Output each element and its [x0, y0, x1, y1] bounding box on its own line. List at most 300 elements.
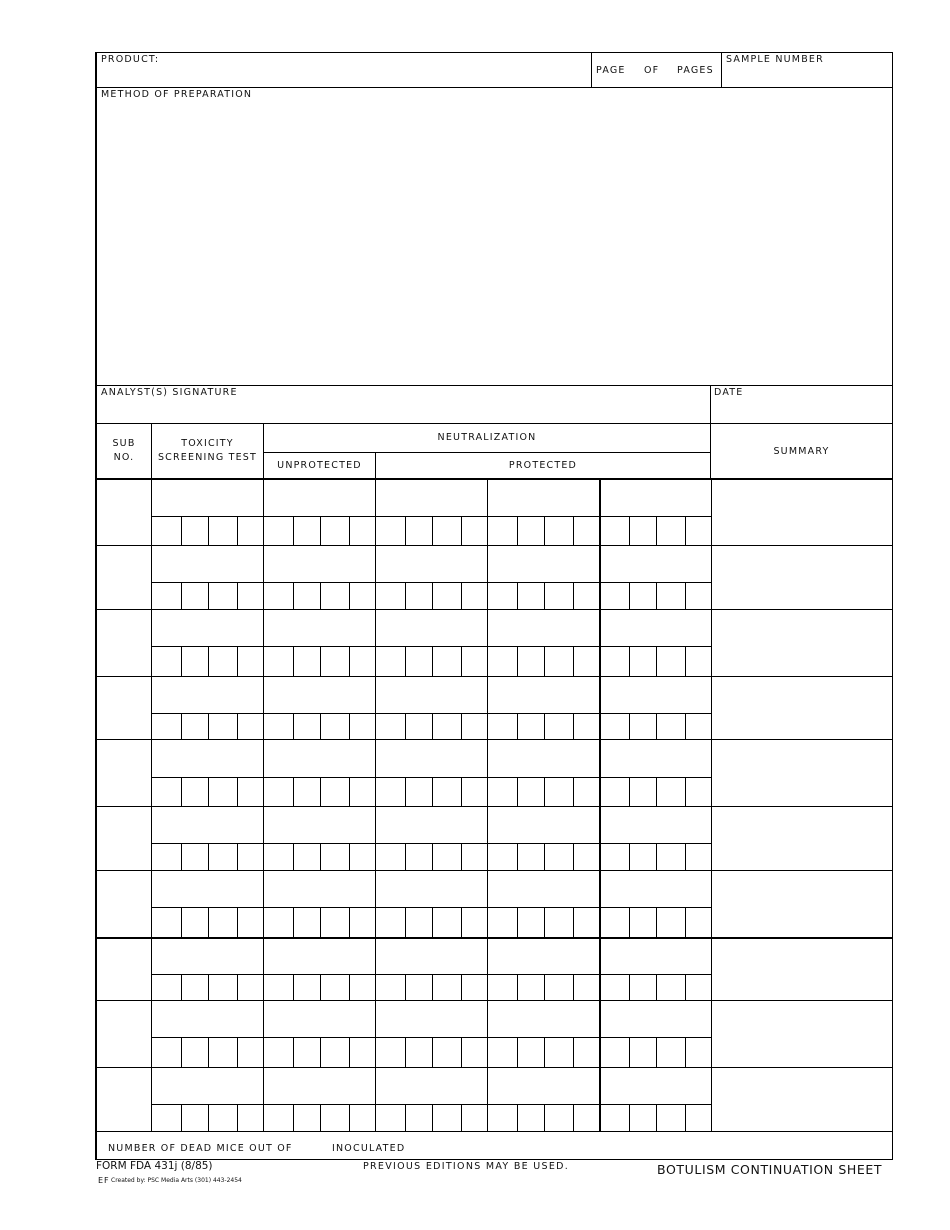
mouse-result-cell[interactable] [238, 714, 263, 739]
toxicity-header-line1: TOXICITY [181, 438, 234, 449]
date-field[interactable] [711, 386, 892, 423]
mouse-result-cell[interactable] [488, 647, 517, 676]
mouse-result-cell[interactable] [518, 975, 544, 1000]
mouse-result-cell[interactable] [462, 517, 487, 545]
protected-cell[interactable] [376, 938, 487, 974]
mouse-result-cell[interactable] [264, 1038, 293, 1067]
mouse-result-cell[interactable] [376, 778, 405, 806]
mouse-result-cell[interactable] [264, 778, 293, 806]
summary-cell[interactable] [712, 1001, 892, 1067]
mouse-result-cell[interactable] [518, 583, 544, 609]
mouse-result-cell[interactable] [657, 844, 685, 870]
mouse-result-cell[interactable] [294, 714, 320, 739]
mouse-result-cell[interactable] [657, 1105, 685, 1131]
sub-no-cell[interactable] [97, 938, 151, 1000]
mouse-result-cell[interactable] [462, 583, 487, 609]
mouse-result-cell[interactable] [545, 908, 573, 937]
mouse-result-cell[interactable] [686, 517, 711, 545]
sub-no-header-line1: SUB [112, 438, 136, 449]
mouse-result-cell[interactable] [406, 908, 432, 937]
mouse-result-cell[interactable] [238, 844, 263, 870]
unprotected-cell[interactable] [264, 1068, 375, 1104]
mouse-result-cell[interactable] [321, 517, 349, 545]
mouse-result-cell[interactable] [574, 517, 599, 545]
mouse-result-cell[interactable] [152, 1105, 181, 1131]
mouse-result-cell[interactable] [182, 844, 208, 870]
mouse-result-cell[interactable] [350, 844, 375, 870]
mouse-result-cell[interactable] [294, 517, 320, 545]
toxicity-cell[interactable] [152, 1068, 263, 1104]
mouse-result-cell[interactable] [209, 714, 237, 739]
protected-cell[interactable] [488, 1001, 599, 1037]
mouse-result-cell[interactable] [600, 517, 629, 545]
mouse-result-cell[interactable] [433, 778, 461, 806]
mouse-result-cell[interactable] [686, 975, 711, 1000]
sub-no-cell[interactable] [97, 677, 151, 739]
mouse-result-cell[interactable] [294, 778, 320, 806]
mouse-result-cell[interactable] [600, 975, 629, 1000]
mouse-result-cell[interactable] [600, 1105, 629, 1131]
mouse-result-cell[interactable] [600, 647, 629, 676]
mouse-result-cell[interactable] [376, 1038, 405, 1067]
mouse-result-cell[interactable] [488, 1105, 517, 1131]
mouse-result-cell[interactable] [462, 1105, 487, 1131]
mouse-result-cell[interactable] [152, 583, 181, 609]
sample-number-field[interactable] [722, 53, 892, 87]
ef-label: EF [98, 1176, 110, 1185]
mouse-result-cell[interactable] [545, 1105, 573, 1131]
sub-no-cell[interactable] [97, 546, 151, 609]
protected-cell[interactable] [600, 1001, 711, 1037]
mouse-result-cell[interactable] [264, 975, 293, 1000]
protected-cell[interactable] [600, 938, 711, 974]
sub-no-header [97, 437, 151, 465]
inoculated-label: INOCULATED [332, 1143, 406, 1154]
mouse-result-cell[interactable] [350, 517, 375, 545]
summary-cell[interactable] [712, 546, 892, 609]
protected-cell[interactable] [600, 807, 711, 843]
protected-cell[interactable] [488, 1068, 599, 1104]
mouse-result-cell[interactable] [238, 647, 263, 676]
mouse-result-cell[interactable] [406, 517, 432, 545]
protected-cell[interactable] [376, 480, 487, 516]
mouse-result-cell[interactable] [152, 908, 181, 937]
mouse-result-cell[interactable] [574, 975, 599, 1000]
mouse-result-cell[interactable] [630, 517, 656, 545]
mouse-result-cell[interactable] [488, 908, 517, 937]
unprotected-cell[interactable] [264, 480, 375, 516]
mouse-result-cell[interactable] [488, 778, 517, 806]
mouse-result-cell[interactable] [238, 583, 263, 609]
toxicity-header-line2: SCREENING TEST [157, 452, 258, 463]
protected-cell[interactable] [376, 1001, 487, 1037]
mouse-result-cell[interactable] [545, 844, 573, 870]
mouse-result-cell[interactable] [182, 1105, 208, 1131]
mouse-result-cell[interactable] [630, 908, 656, 937]
mouse-result-cell[interactable] [657, 778, 685, 806]
mouse-result-cell[interactable] [294, 1038, 320, 1067]
mouse-result-cell[interactable] [182, 908, 208, 937]
unprotected-cell[interactable] [264, 610, 375, 646]
protected-cell[interactable] [600, 1068, 711, 1104]
mouse-result-cell[interactable] [376, 714, 405, 739]
mouse-result-cell[interactable] [462, 778, 487, 806]
protected-cell[interactable] [488, 807, 599, 843]
summary-cell[interactable] [712, 610, 892, 676]
mouse-result-cell[interactable] [152, 975, 181, 1000]
mouse-result-cell[interactable] [686, 714, 711, 739]
mouse-result-cell[interactable] [574, 1105, 599, 1131]
mouse-result-cell[interactable] [657, 908, 685, 937]
mouse-result-cell[interactable] [686, 844, 711, 870]
protected-cell[interactable] [488, 480, 599, 516]
mouse-result-cell[interactable] [518, 1105, 544, 1131]
mouse-result-cell[interactable] [488, 1038, 517, 1067]
mouse-result-cell[interactable] [545, 1038, 573, 1067]
mouse-result-cell[interactable] [462, 714, 487, 739]
mouse-result-cell[interactable] [462, 647, 487, 676]
mouse-result-cell[interactable] [264, 583, 293, 609]
mouse-result-cell[interactable] [488, 844, 517, 870]
toxicity-cell[interactable] [152, 546, 263, 582]
toxicity-cell[interactable] [152, 871, 263, 907]
mouse-result-cell[interactable] [686, 908, 711, 937]
mouse-result-cell[interactable] [238, 1038, 263, 1067]
mouse-result-cell[interactable] [462, 975, 487, 1000]
mouse-result-cell[interactable] [630, 778, 656, 806]
divider [263, 452, 710, 453]
mouse-result-cell[interactable] [600, 1038, 629, 1067]
mouse-result-cell[interactable] [376, 583, 405, 609]
page-of-pages-field[interactable] [592, 53, 721, 87]
dead-mice-label: NUMBER OF DEAD MICE OUT OF [108, 1143, 293, 1154]
date-label: DATE [714, 387, 744, 398]
mouse-result-cell[interactable] [518, 778, 544, 806]
mouse-result-cell[interactable] [294, 647, 320, 676]
summary-cell[interactable] [712, 938, 892, 1000]
mouse-result-cell[interactable] [321, 647, 349, 676]
mouse-result-cell[interactable] [406, 778, 432, 806]
mouse-result-cell[interactable] [657, 1038, 685, 1067]
mouse-result-cell[interactable] [350, 975, 375, 1000]
mouse-result-cell[interactable] [350, 583, 375, 609]
mouse-result-cell[interactable] [686, 647, 711, 676]
mouse-result-cell[interactable] [264, 714, 293, 739]
sub-no-cell[interactable] [97, 740, 151, 806]
protected-cell[interactable] [376, 610, 487, 646]
mouse-result-cell[interactable] [376, 975, 405, 1000]
mouse-result-cell[interactable] [433, 647, 461, 676]
mouse-result-cell[interactable] [294, 583, 320, 609]
protected-cell[interactable] [488, 546, 599, 582]
unprotected-cell[interactable] [264, 1001, 375, 1037]
mouse-result-cell[interactable] [406, 975, 432, 1000]
protected-cell[interactable] [376, 871, 487, 907]
mouse-result-cell[interactable] [545, 647, 573, 676]
summary-cell[interactable] [712, 740, 892, 806]
mouse-result-cell[interactable] [209, 975, 237, 1000]
sub-no-header-line2: NO. [113, 452, 135, 463]
mouse-result-cell[interactable] [376, 1105, 405, 1131]
mouse-result-cell[interactable] [321, 778, 349, 806]
mouse-result-cell[interactable] [406, 1105, 432, 1131]
sample-number-label: SAMPLE NUMBER [726, 54, 824, 65]
protected-cell[interactable] [600, 610, 711, 646]
mouse-result-cell[interactable] [657, 517, 685, 545]
summary-header: SUMMARY [773, 446, 830, 457]
mouse-result-cell[interactable] [488, 714, 517, 739]
summary-cell[interactable] [712, 677, 892, 739]
mouse-result-cell[interactable] [376, 517, 405, 545]
mouse-result-cell[interactable] [321, 583, 349, 609]
mouse-result-cell[interactable] [152, 647, 181, 676]
mouse-result-cell[interactable] [488, 975, 517, 1000]
sub-no-cell[interactable] [97, 807, 151, 870]
mouse-result-cell[interactable] [350, 1038, 375, 1067]
mouse-result-cell[interactable] [574, 778, 599, 806]
mouse-result-cell[interactable] [462, 908, 487, 937]
toxicity-cell[interactable] [152, 938, 263, 974]
mouse-result-cell[interactable] [574, 714, 599, 739]
mouse-result-cell[interactable] [264, 517, 293, 545]
mouse-result-cell[interactable] [238, 975, 263, 1000]
protected-cell[interactable] [600, 677, 711, 713]
protected-cell[interactable] [600, 871, 711, 907]
mouse-result-cell[interactable] [574, 908, 599, 937]
toxicity-cell[interactable] [152, 1001, 263, 1037]
previous-editions-note: PREVIOUS EDITIONS MAY BE USED. [363, 1161, 570, 1172]
frame-right [892, 52, 893, 1160]
protected-cell[interactable] [600, 740, 711, 777]
mouse-result-cell[interactable] [406, 1038, 432, 1067]
mouse-result-cell[interactable] [600, 778, 629, 806]
mouse-result-cell[interactable] [600, 844, 629, 870]
mouse-result-cell[interactable] [545, 714, 573, 739]
mouse-result-cell[interactable] [657, 647, 685, 676]
mouse-result-cell[interactable] [350, 1105, 375, 1131]
mouse-result-cell[interactable] [686, 778, 711, 806]
mouse-result-cell[interactable] [406, 714, 432, 739]
mouse-result-cell[interactable] [574, 647, 599, 676]
mouse-result-cell[interactable] [630, 1105, 656, 1131]
mouse-result-cell[interactable] [182, 975, 208, 1000]
of-label: OF [644, 65, 660, 76]
protected-cell[interactable] [376, 807, 487, 843]
sub-no-cell[interactable] [97, 610, 151, 676]
mouse-result-cell[interactable] [488, 583, 517, 609]
mouse-result-cell[interactable] [657, 583, 685, 609]
mouse-result-cell[interactable] [433, 1038, 461, 1067]
analyst-signature-field[interactable] [97, 386, 710, 423]
mouse-result-cell[interactable] [294, 975, 320, 1000]
mouse-result-cell[interactable] [238, 1105, 263, 1131]
mouse-result-cell[interactable] [321, 1038, 349, 1067]
mouse-result-cell[interactable] [350, 778, 375, 806]
mouse-result-cell[interactable] [518, 517, 544, 545]
mouse-result-cell[interactable] [433, 517, 461, 545]
mouse-result-cell[interactable] [600, 908, 629, 937]
mouse-result-cell[interactable] [686, 1038, 711, 1067]
mouse-result-cell[interactable] [152, 844, 181, 870]
toxicity-cell[interactable] [152, 480, 263, 516]
mouse-result-cell[interactable] [209, 1105, 237, 1131]
mouse-result-cell[interactable] [433, 908, 461, 937]
mouse-result-cell[interactable] [152, 778, 181, 806]
mouse-result-cell[interactable] [488, 517, 517, 545]
mouse-result-cell[interactable] [182, 1038, 208, 1067]
mouse-result-cell[interactable] [518, 844, 544, 870]
mouse-result-cell[interactable] [182, 778, 208, 806]
summary-cell[interactable] [712, 871, 892, 937]
unprotected-cell[interactable] [264, 807, 375, 843]
mouse-result-cell[interactable] [294, 1105, 320, 1131]
mouse-result-cell[interactable] [518, 714, 544, 739]
mouse-result-cell[interactable] [630, 844, 656, 870]
protected-cell[interactable] [488, 740, 599, 777]
mouse-result-cell[interactable] [433, 844, 461, 870]
method-label: METHOD OF PREPARATION [101, 89, 253, 100]
mouse-result-cell[interactable] [574, 1038, 599, 1067]
mouse-result-cell[interactable] [182, 714, 208, 739]
frame-bottom [96, 1159, 893, 1160]
sub-no-cell[interactable] [97, 1001, 151, 1067]
mouse-result-cell[interactable] [209, 844, 237, 870]
mouse-result-cell[interactable] [376, 908, 405, 937]
form-id: FORM FDA 431j (8/85) [96, 1160, 213, 1172]
mouse-result-cell[interactable] [545, 517, 573, 545]
mouse-result-cell[interactable] [545, 583, 573, 609]
mouse-result-cell[interactable] [376, 647, 405, 676]
mouse-result-cell[interactable] [209, 647, 237, 676]
protected-cell[interactable] [376, 1068, 487, 1104]
sub-no-cell[interactable] [97, 480, 151, 545]
mouse-result-cell[interactable] [545, 778, 573, 806]
mouse-result-cell[interactable] [152, 1038, 181, 1067]
mouse-result-cell[interactable] [321, 844, 349, 870]
mouse-result-cell[interactable] [518, 908, 544, 937]
mouse-result-cell[interactable] [406, 583, 432, 609]
mouse-result-cell[interactable] [433, 975, 461, 1000]
toxicity-cell[interactable] [152, 610, 263, 646]
mouse-result-cell[interactable] [574, 583, 599, 609]
mouse-result-cell[interactable] [264, 908, 293, 937]
product-label: PRODUCT: [101, 54, 160, 65]
mouse-result-cell[interactable] [209, 517, 237, 545]
toxicity-header [152, 437, 263, 465]
mouse-result-cell[interactable] [686, 583, 711, 609]
mouse-result-cell[interactable] [209, 778, 237, 806]
unprotected-cell[interactable] [264, 677, 375, 713]
mouse-result-cell[interactable] [433, 714, 461, 739]
unprotected-cell[interactable] [264, 938, 375, 974]
protected-cell[interactable] [376, 740, 487, 777]
summary-cell[interactable] [712, 1068, 892, 1131]
protected-cell[interactable] [600, 546, 711, 582]
protected-cell[interactable] [488, 677, 599, 713]
protected-cell[interactable] [376, 546, 487, 582]
mouse-result-cell[interactable] [182, 517, 208, 545]
mouse-result-cell[interactable] [152, 714, 181, 739]
mouse-result-cell[interactable] [182, 583, 208, 609]
mouse-result-cell[interactable] [518, 1038, 544, 1067]
mouse-result-cell[interactable] [321, 714, 349, 739]
mouse-result-cell[interactable] [686, 1105, 711, 1131]
mouse-result-cell[interactable] [209, 1038, 237, 1067]
mouse-result-cell[interactable] [182, 647, 208, 676]
mouse-result-cell[interactable] [657, 714, 685, 739]
mouse-result-cell[interactable] [518, 647, 544, 676]
mouse-result-cell[interactable] [294, 908, 320, 937]
sub-no-cell[interactable] [97, 1068, 151, 1131]
mouse-result-cell[interactable] [630, 583, 656, 609]
page-label: PAGE [596, 65, 626, 76]
mouse-result-cell[interactable] [600, 583, 629, 609]
protected-cell[interactable] [376, 677, 487, 713]
mouse-result-cell[interactable] [600, 714, 629, 739]
dead-mice-row[interactable] [97, 1132, 892, 1159]
mouse-result-cell[interactable] [264, 647, 293, 676]
summary-cell[interactable] [712, 480, 892, 545]
mouse-result-cell[interactable] [238, 517, 263, 545]
mouse-result-cell[interactable] [350, 647, 375, 676]
mouse-result-cell[interactable] [209, 583, 237, 609]
mouse-result-cell[interactable] [406, 647, 432, 676]
mouse-result-cell[interactable] [321, 908, 349, 937]
mouse-result-cell[interactable] [350, 908, 375, 937]
mouse-result-cell[interactable] [238, 778, 263, 806]
mouse-result-cell[interactable] [462, 1038, 487, 1067]
mouse-result-cell[interactable] [238, 908, 263, 937]
mouse-result-cell[interactable] [462, 844, 487, 870]
mouse-result-cell[interactable] [630, 714, 656, 739]
mouse-result-cell[interactable] [152, 517, 181, 545]
mouse-result-cell[interactable] [406, 844, 432, 870]
mouse-result-cell[interactable] [657, 975, 685, 1000]
mouse-result-cell[interactable] [264, 1105, 293, 1131]
protected-cell[interactable] [600, 480, 711, 516]
analyst-signature-label: ANALYST(S) SIGNATURE [101, 387, 238, 398]
mouse-result-cell[interactable] [209, 908, 237, 937]
unprotected-cell[interactable] [264, 871, 375, 907]
mouse-result-cell[interactable] [264, 844, 293, 870]
mouse-result-cell[interactable] [376, 844, 405, 870]
mouse-result-cell[interactable] [433, 583, 461, 609]
summary-cell[interactable] [712, 807, 892, 870]
unprotected-header: UNPROTECTED [277, 460, 362, 471]
toxicity-cell[interactable] [152, 807, 263, 843]
protected-cell[interactable] [488, 938, 599, 974]
mouse-result-cell[interactable] [321, 975, 349, 1000]
protected-cell[interactable] [488, 610, 599, 646]
mouse-result-cell[interactable] [574, 844, 599, 870]
toxicity-cell[interactable] [152, 740, 263, 777]
sub-no-cell[interactable] [97, 871, 151, 937]
mouse-result-cell[interactable] [433, 1105, 461, 1131]
mouse-result-cell[interactable] [350, 714, 375, 739]
mouse-result-cell[interactable] [294, 844, 320, 870]
mouse-result-cell[interactable] [630, 975, 656, 1000]
mouse-result-cell[interactable] [630, 647, 656, 676]
method-of-preparation-field[interactable] [97, 88, 892, 385]
protected-cell[interactable] [488, 871, 599, 907]
unprotected-cell[interactable] [264, 740, 375, 777]
unprotected-cell[interactable] [264, 546, 375, 582]
mouse-result-cell[interactable] [321, 1105, 349, 1131]
mouse-result-cell[interactable] [545, 975, 573, 1000]
mouse-result-cell[interactable] [630, 1038, 656, 1067]
toxicity-cell[interactable] [152, 677, 263, 713]
product-field[interactable] [97, 53, 591, 87]
